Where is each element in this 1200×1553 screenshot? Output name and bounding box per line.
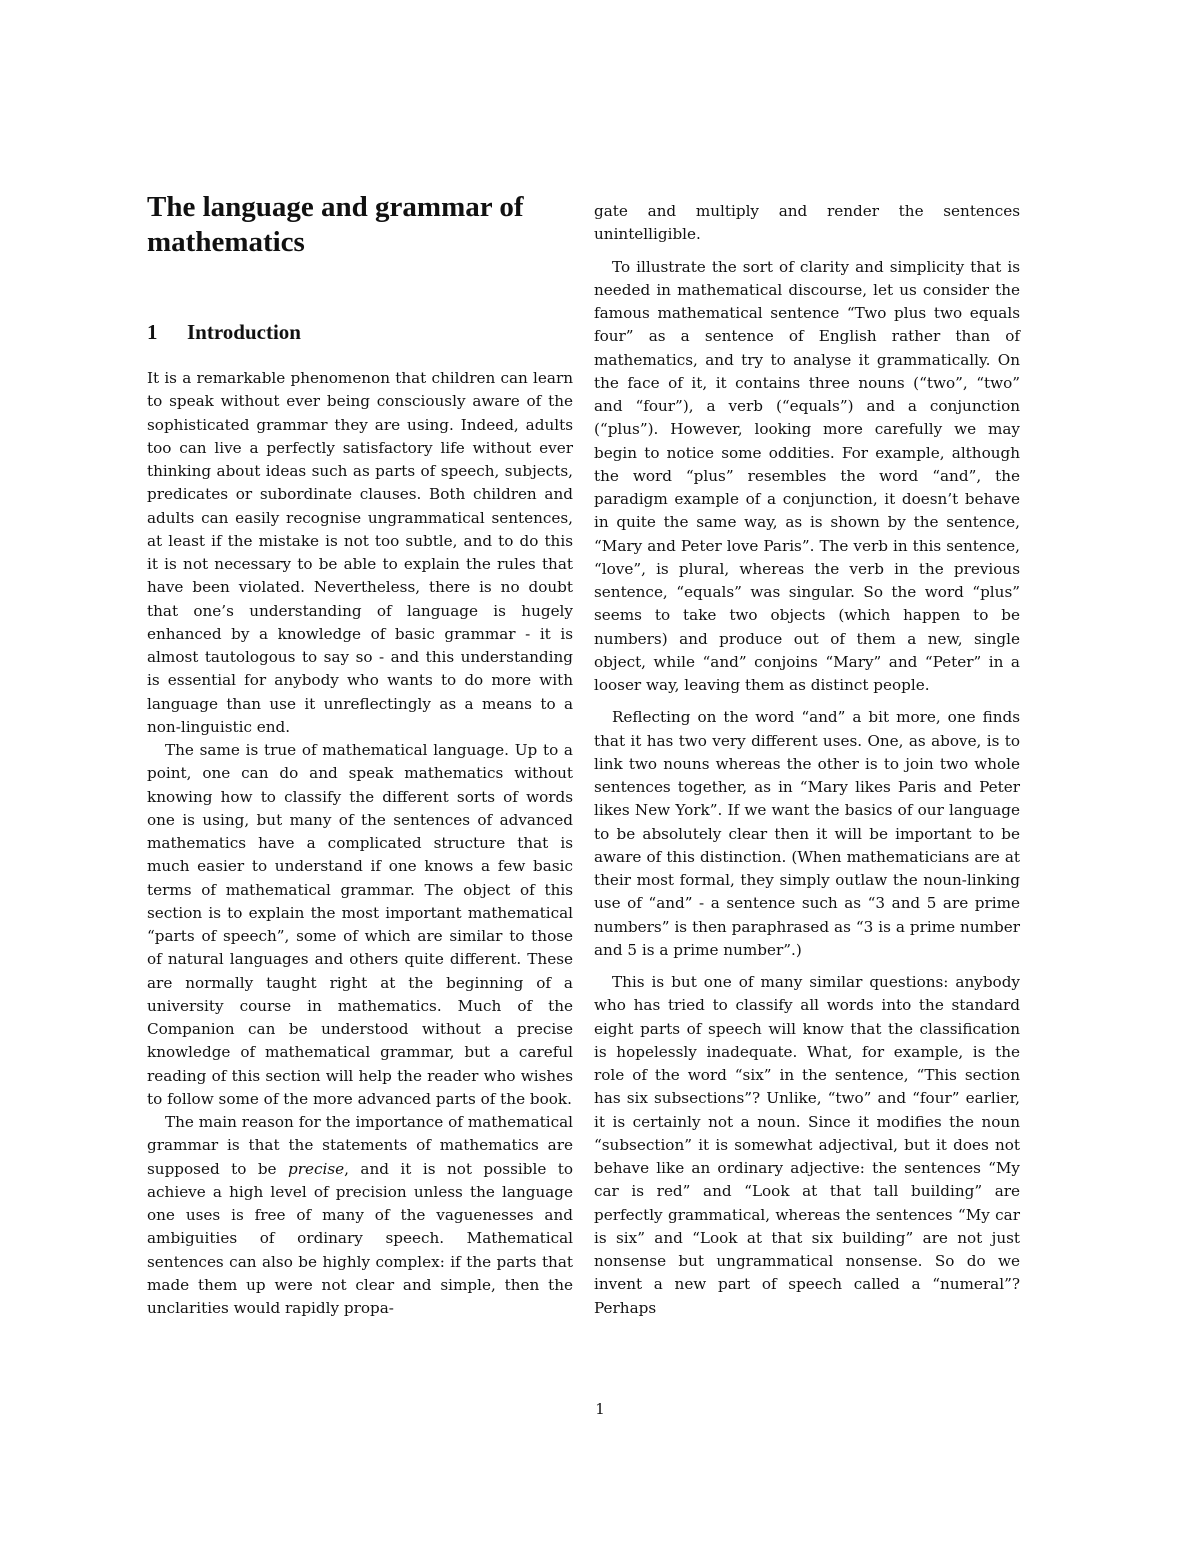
paragraph: Reflecting on the word “and” a bit more, one finds that it has two very different uses. One, as above, is to link two nouns whereas the other is to join two whole sentences together, as in “Mary likes Paris and Peter likes New York”. If we want the basics of our language to be absolutely clear then it will be important to be aware of this distinction. (When mathematicians are at their most formal, they simply outlaw the noun-linking use of “and” - a sentence such as “3 and 5 are prime numbers” is then paraphrased as “3 is a prime number and 5 is a prime number”.) (594, 708, 1020, 959)
left-column (147, 190, 573, 1320)
paragraph-text: The main reason for the importance of mathematical grammar is that the statements of mathematics are supposed to be (147, 1113, 573, 1178)
paragraph: This is but one of many similar questions: anybody who has tried to classify all words into the standard eight parts of speech will know that the classification is hopelessly inadequate. What, for example, is the role of the word “six” in the sentence, “This section has six subsections”? Unlike, “two” and “four” earlier, it is certainly not a noun. Since it modifies the noun “subsection” it is somewhat adjectival, but it does not behave like an ordinary adjective: the sentences “My car is red” and “Look at that tall building” are perfectly grammatical, whereas the sentences “My car is six” and “Look at that six building” are not just nonsense but ungrammatical nonsense. So do we invent a new part of speech called a “numeral”? Perhaps (594, 973, 1020, 1317)
paragraph: To illustrate the sort of clarity and simplicity that is needed in mathematical discourse, let us consider the famous mathematical sentence “Two plus two equals four” as a sentence of English rather than of mathematics, and try to analyse it grammatically. On the face of it, it contains three nouns (“two”, “two” and “four”), a verb (“equals”) and a conjunction (“plus”). However, looking more carefully we may begin to notice some oddities. For example, although the word “plus” resembles the word “and”, the paradigm example of a conjunction, it doesn’t behave in quite the same way, as is shown by the sentence, “Mary and Peter love Paris”. The verb in this sentence, “love”, is plural, whereas the verb in the previous sentence, “equals” was singular. So the word “plus” seems to take two objects (which happen to be numbers) and produce out of them a new, single object, while “and” conjoins “Mary” and “Peter” in a looser way, leaving them as distinct people. (594, 257, 1020, 694)
section-heading (147, 320, 573, 345)
page-number: 1 (595, 1400, 605, 1418)
paragraph: It is a remarkable phenomenon that children can learn to speak without ever being consciously aware of the sophisticated grammar they are using. Indeed, adults too can live a perfectly satisfactory life without ever thinking about ideas such as parts of speech, subjects, predicates or subordinate clauses. Both children and adults can easily recognise ungrammatical sentences, at least if the mistake is not too subtle, and to do this it is not necessary to be able to explain the rules that have been violated. Nevertheless, there is no doubt that one’s understanding of language is hugely enhanced by a knowledge of basic grammar - it is almost tautologous to say so - and this understanding is essential for anybody who wants to do more with language than use it unreflectingly as a means to a non-linguistic end. (147, 369, 573, 736)
right-column (594, 200, 1020, 1320)
paragraph: gate and multiply and render the sentences unintelligible. (594, 202, 1020, 244)
section-title: Introduction (187, 320, 301, 344)
section-number: 1 (147, 320, 158, 344)
emphasis-text: precise (288, 1159, 345, 1178)
paragraph: The same is true of mathematical language. Up to a point, one can do and speak mathematics without knowing how to classify the different sorts of words one is using, but many of the sentences of advanced mathematics have a complicated structure that is much easier to understand if one knows a few basic terms of mathematical grammar. The object of this section is to explain the most important mathematical “parts of speech”, some of which are similar to those of natural languages and others quite different. These are normally taught right at the beginning of a university course in mathematics. Much of the Companion can be understood without a precise knowledge of mathematical grammar, but a careful reading of this section will help the reader who wishes to follow some of the more advanced parts of the book. (147, 741, 573, 1108)
paper-title: The language and grammar of mathematics (147, 191, 524, 258)
paragraph (147, 1111, 573, 1320)
paragraph-text: , and it is not possible to achieve a high level of precision unless the language one uses is free of many of the vaguenesses and ambiguities of ordinary speech. Mathematical sentences can also be highly complex: if the parts that made them up were not clear and simple, then the unclarities would rapidly propa- (147, 1159, 574, 1317)
